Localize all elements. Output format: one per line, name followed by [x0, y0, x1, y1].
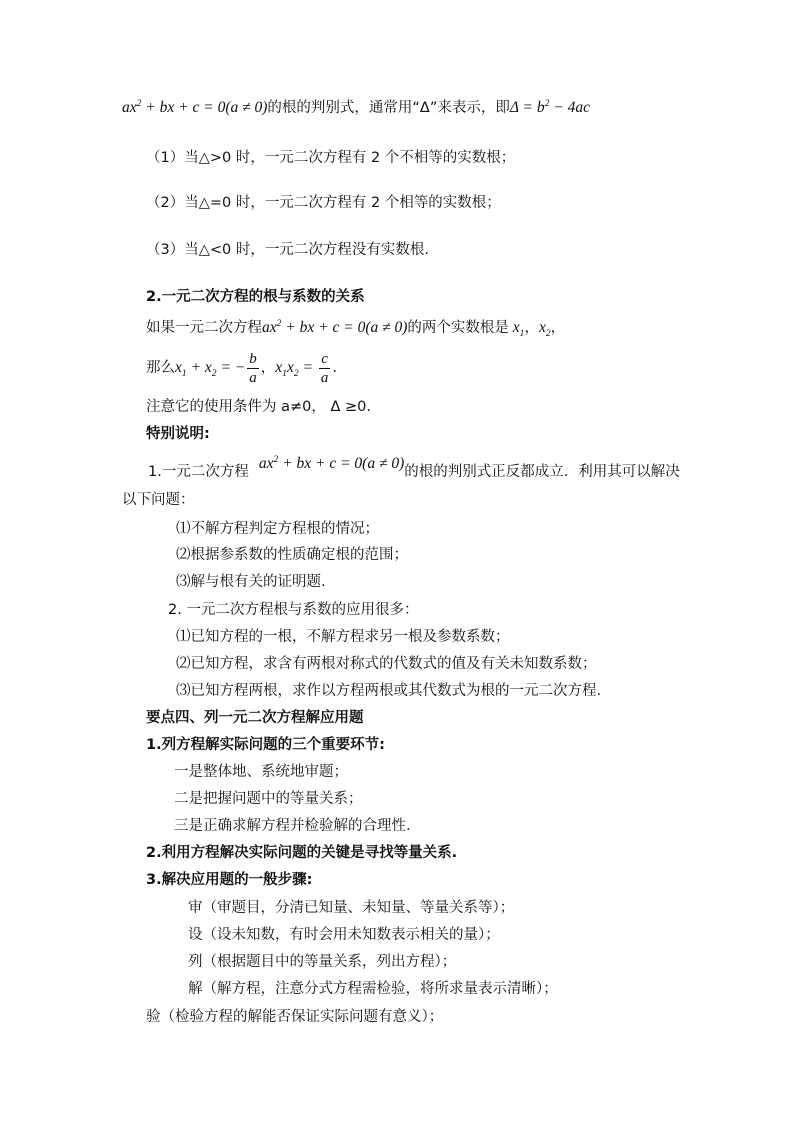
last-step: 验（检验方程的解能否保证实际问题有意义）； [146, 1009, 444, 1025]
definition-text: 的根的判别式，通常用“Δ”来表示，即 [267, 100, 510, 116]
sum-of-roots: $x_1 + x_2$ = − [175, 359, 246, 380]
p4-1-item: 二是把握问题中的等量关系； [174, 791, 363, 807]
case-equal-zero: （2）当△=0 时，一元二次方程有 2 个相等的实数根； [146, 195, 501, 211]
case-greater-zero: （1）当△>0 时，一元二次方程有 2 个不相等的实数根； [146, 150, 516, 166]
p4-1-item: 三是正确求解方程并检验解的合理性. [174, 818, 411, 834]
point4-title: 要点四、列一元二次方程解应用题 [146, 710, 364, 726]
case-less-zero: （3）当△<0 时，一元二次方程没有实数根. [146, 242, 429, 258]
step-item: 设（设未知数，有时会用未知数表示相关的量）； [188, 927, 500, 943]
special-1-item: ⑵根据参系数的性质确定根的范围； [176, 547, 408, 563]
special-1-item: ⑴不解方程判定方程根的情况； [176, 521, 379, 537]
delta-formula: $\Delta = b^2 - 4ac$ [509, 97, 591, 116]
usage-condition: 注意它的使用条件为 a≠0， Δ ≥0. [146, 399, 371, 415]
special-note-1-cont: 以下问题： [122, 492, 195, 508]
special-2-item: ⑶已知方程两根，求作以方程两根或其代数式为根的一元二次方程. [176, 683, 602, 699]
special-note-2: 2. 一元二次方程根与系数的应用很多： [168, 602, 419, 618]
product-of-roots: $x_1x_2$ = [275, 359, 317, 380]
special-2-item: ⑴已知方程的一根，不解方程求另一根及参数系数； [176, 629, 510, 645]
section-title-vieta: 2.一元二次方程的根与系数的关系 [146, 289, 365, 305]
special-1-item: ⑶解与根有关的证明题. [176, 574, 326, 590]
vieta-statement: 如果一元二次方程$ax^2$ + bx + c = 0(a ≠ 0)的两个实数根是 $x_1$，$x_2$， [146, 317, 566, 340]
equation-math: $ax^2$ + bx + c = 0(a ≠ 0) [122, 97, 268, 116]
p4-2-title: 2.利用方程解决实际问题的关键是寻找等量关系. [146, 845, 458, 861]
p4-1-item: 一是整体地、系统地审题； [174, 764, 348, 780]
sum-fraction: $\frac{b}{a}$ [249, 350, 257, 386]
discriminant-definition [122, 98, 590, 118]
p4-3-title: 3.解决应用题的一般步骤: [146, 872, 313, 888]
step-item: 审（审题目，分清已知量、未知量、等量关系等）； [188, 900, 515, 916]
special-notes-title: 特别说明: [146, 426, 210, 442]
vieta-formulas: 那么$x_1 + x_2$ = − $\frac{b}{a}$ ，$x_1x_2$ = $\frac{c}{a}$ . [146, 350, 337, 386]
p4-1-title: 1.列方程解实际问题的三个重要环节: [146, 737, 385, 753]
product-fraction: $\frac{c}{a}$ [320, 350, 329, 386]
special-2-item: ⑵已知方程，求含有两根对称式的代数式的值及有关未知数系数； [176, 656, 597, 672]
special-equation: $ax^2$ + bx + c = 0(a ≠ 0) [258, 453, 405, 472]
vieta-equation: $ax^2$ + bx + c = 0(a ≠ 0) [262, 317, 408, 336]
special-note-1: 1.一元二次方程 $ax^2$ + bx + c = 0(a ≠ 0)的根的判别式正反都成立．利用其可以解决 [148, 453, 680, 480]
step-item: 解（解方程，注意分式方程需检验，将所求量表示清晰）； [188, 981, 558, 997]
step-item: 列（根据题目中的等量关系，列出方程）； [188, 954, 457, 970]
